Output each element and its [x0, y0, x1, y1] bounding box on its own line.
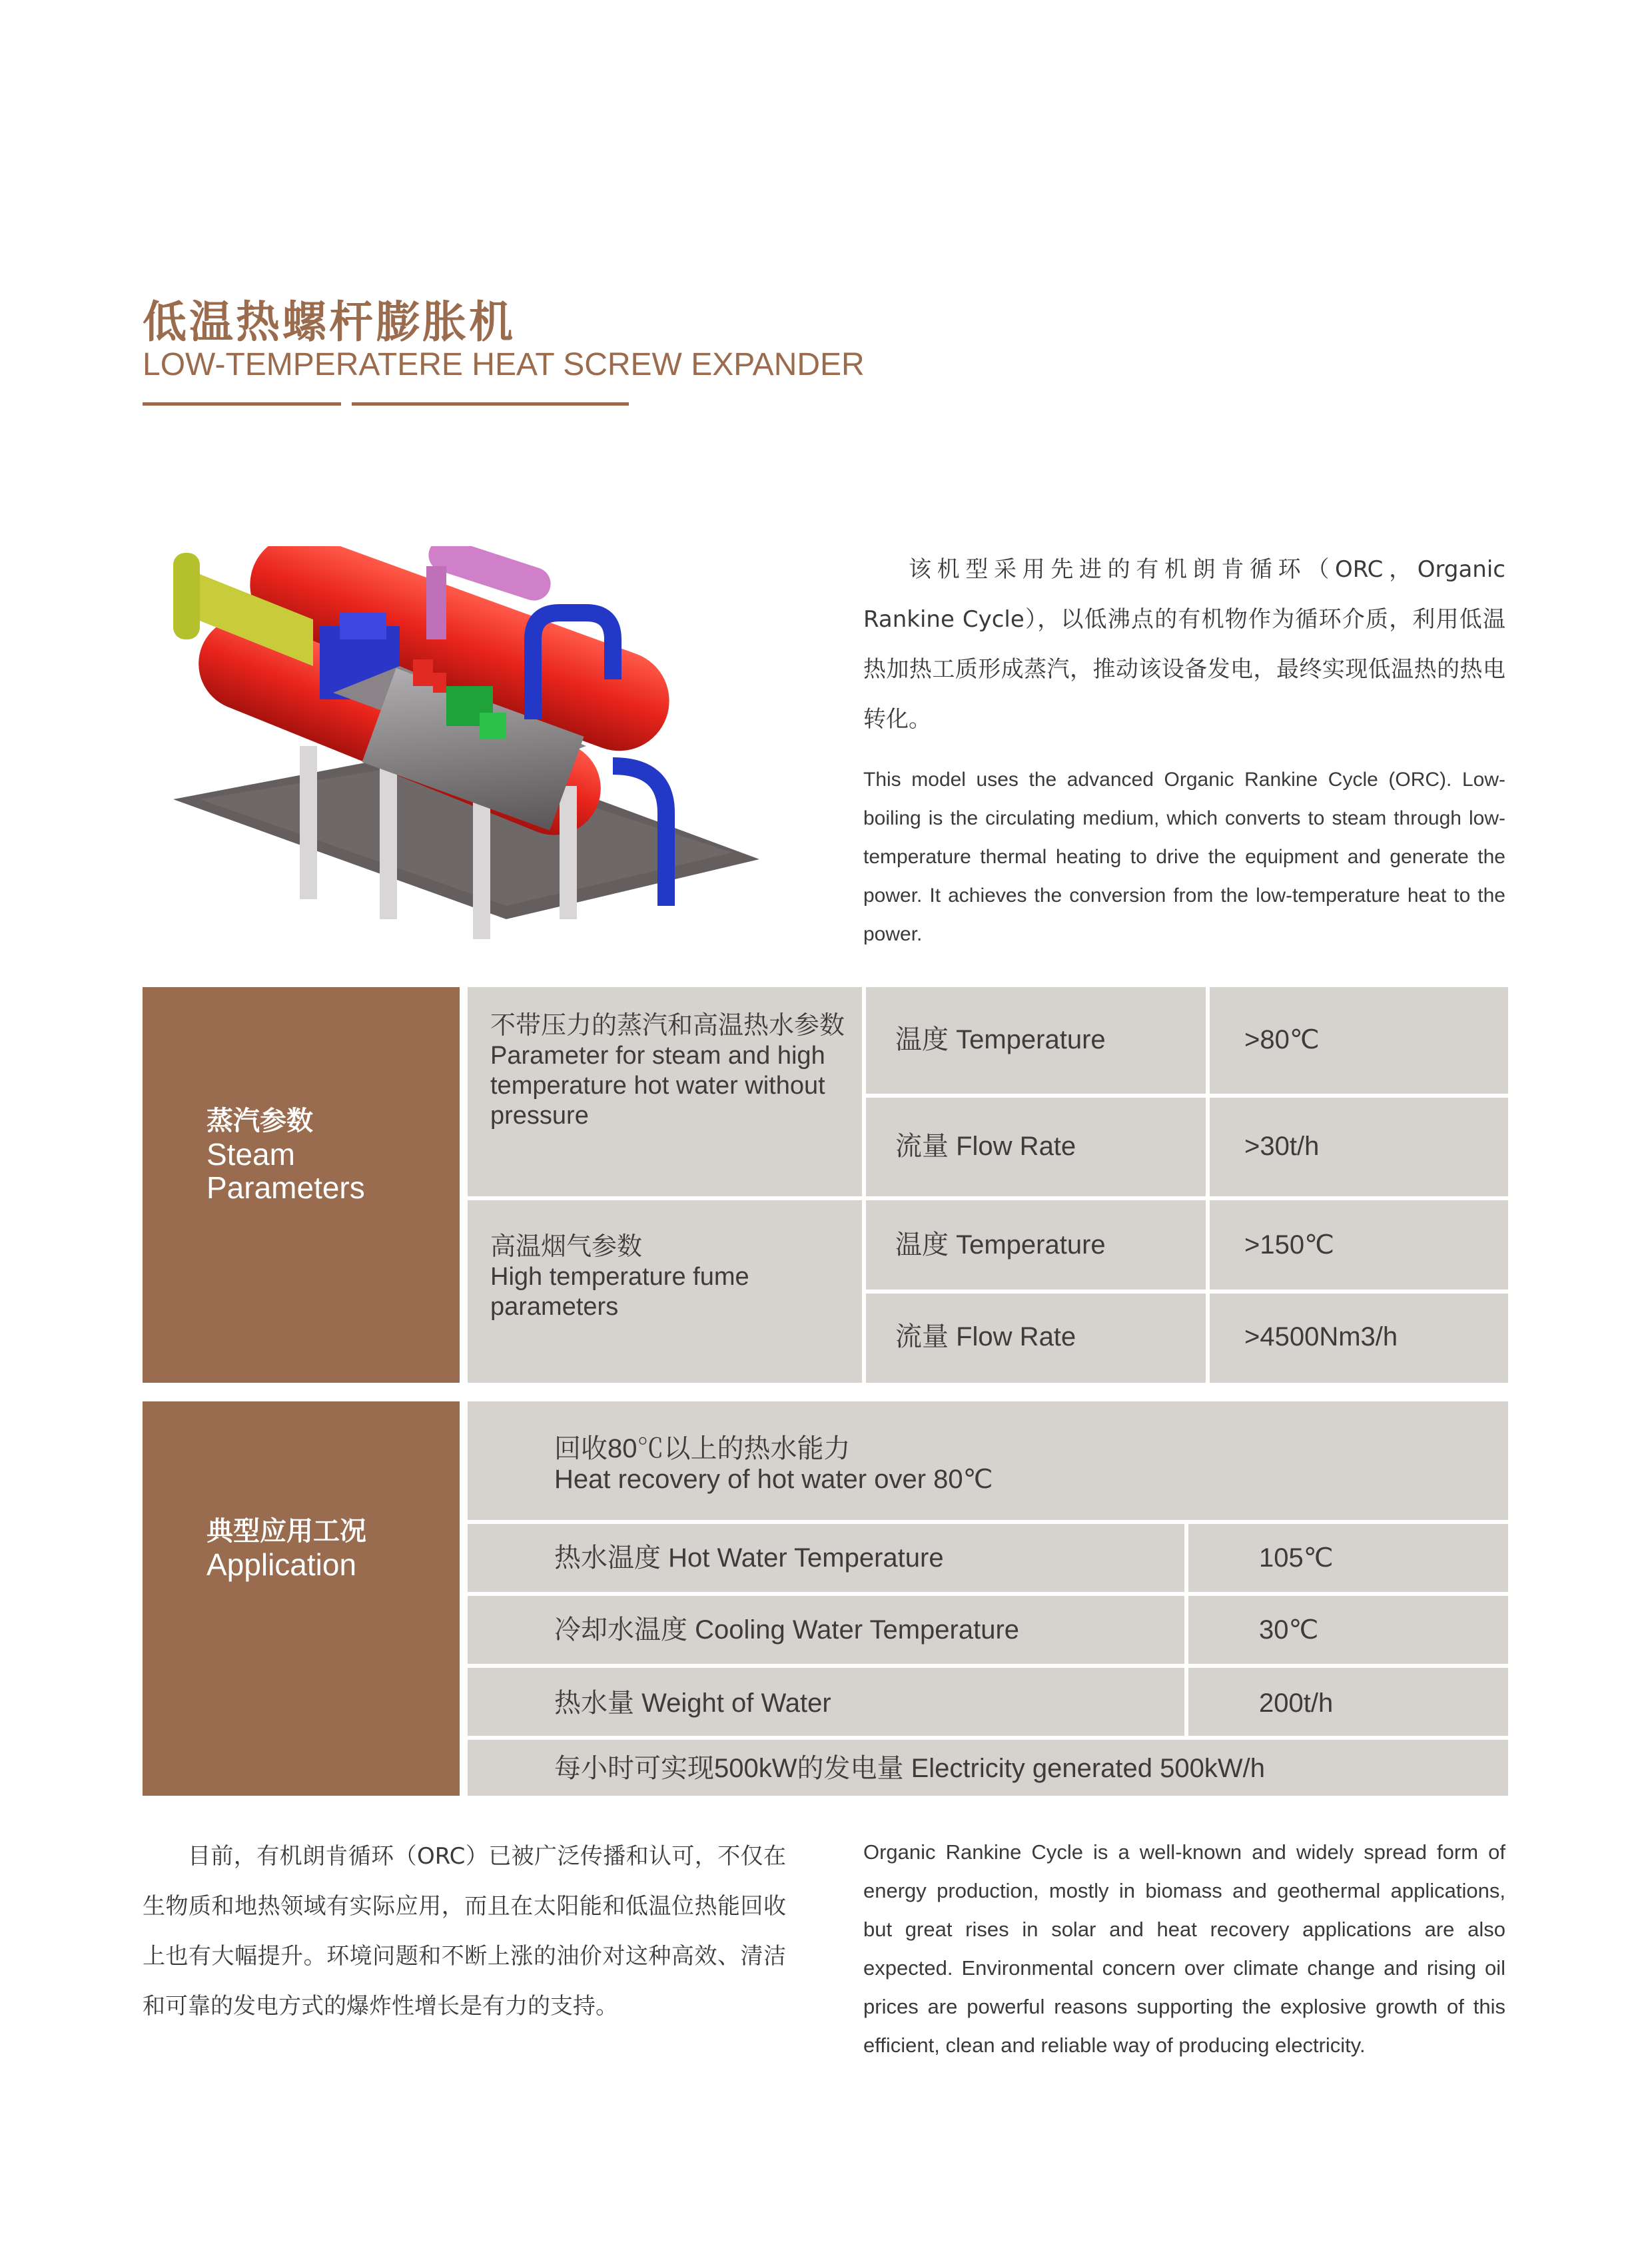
param-name: 冷却水温度 Cooling Water Temperature	[554, 1615, 1020, 1645]
steam-header-en: Steam Parameters	[206, 1137, 365, 1205]
param-name: 热水量 Weight of Water	[554, 1688, 831, 1718]
steam-header-cn: 蒸汽参数	[206, 1106, 313, 1136]
steam-group-2-label-en: High temperature fume parameters	[490, 1263, 749, 1321]
steam-group-1-label	[468, 987, 862, 1196]
steam-group-1-label-cn: 不带压力的蒸汽和高温热水参数	[490, 1012, 845, 1040]
table-cell	[1188, 1524, 1508, 1592]
table-cell	[468, 1668, 1184, 1736]
table-cell	[1210, 987, 1508, 1094]
param-value: 200t/h	[1259, 1688, 1334, 1718]
table-cell	[866, 987, 1206, 1094]
param-value: >150℃	[1244, 1230, 1335, 1260]
application-header	[143, 1401, 460, 1796]
table-cell	[1210, 1294, 1508, 1383]
screw-expander-illustration	[160, 546, 759, 959]
title-underline-right	[352, 402, 629, 406]
param-value: 30℃	[1259, 1615, 1319, 1645]
param-value: 105℃	[1259, 1543, 1334, 1573]
table-cell	[866, 1200, 1206, 1290]
param-name: 温度 Temperature	[895, 1025, 1106, 1054]
title-underline-left	[143, 402, 341, 406]
param-name: 温度 Temperature	[895, 1230, 1106, 1260]
table-cell	[1188, 1668, 1508, 1736]
application-capability-cn: 回收80℃以上的热水能力	[554, 1434, 851, 1463]
page-title-en: LOW-TEMPERATERE HEAT SCREW EXPANDER	[143, 347, 865, 382]
application-capability-row	[468, 1401, 1508, 1520]
intro-paragraph-en: This model uses the advanced Organic Rankine Cycle (ORC). Low-boiling is the circulating medium, which converts to steam through low-temperature thermal heating to drive the equipment and generate the power. It achieves the conversion from the low-temperature heat to the power.	[863, 769, 1505, 945]
param-value: >80℃	[1244, 1025, 1320, 1054]
page-title-cn: 低温热螺杆膨胀机	[143, 296, 516, 348]
steam-group-2-label-cn: 高温烟气参数	[490, 1233, 643, 1261]
electricity-generated-text: 每小时可实现500kW的发电量 Electricity generated 500kW/h	[554, 1754, 1265, 1783]
table-cell	[468, 1596, 1184, 1664]
application-capability-en: Heat recovery of hot water over 80℃	[554, 1465, 993, 1494]
closing-paragraph-en: Organic Rankine Cycle is a well-known and widely spread form of energy production, mostly in biomass and geothermal applications, but great rises in solar and heat recovery applications are also expected. Environmental concern over climate change and rising oil prices are powerful reasons supporting the explosive growth of this efficient, clean and reliable way of producing electricity.	[863, 1840, 1505, 2057]
table-cell	[1210, 1098, 1508, 1196]
table-cell	[866, 1098, 1206, 1196]
param-name: 流量 Flow Rate	[895, 1322, 1076, 1351]
param-name: 流量 Flow Rate	[895, 1132, 1076, 1161]
application-header-en: Application	[206, 1547, 357, 1582]
steam-group-2-label	[468, 1200, 862, 1383]
steam-group-1-label-en: Parameter for steam and high temperature hot water without pressure	[490, 1042, 825, 1130]
table-cell	[1210, 1200, 1508, 1290]
table-cell	[866, 1294, 1206, 1383]
application-electricity-row	[468, 1740, 1508, 1796]
table-cell	[468, 1524, 1184, 1592]
steam-parameters-header	[143, 987, 460, 1383]
param-value: >4500Nm3/h	[1244, 1322, 1398, 1351]
param-value: >30t/h	[1244, 1132, 1320, 1161]
closing-paragraph-cn: 目前，有机朗肯循环（ORC）已被广泛传播和认可，不仅在生物质和地热领域有实际应用，而且在太阳能和低温位热能回收上也有大幅提升。环境问题和不断上涨的油价对这种高效、清洁和可靠的发电方式的爆炸性增长是有力的支持。	[143, 1843, 786, 2020]
param-name: 热水温度 Hot Water Temperature	[554, 1543, 944, 1573]
table-cell	[1188, 1596, 1508, 1664]
application-header-cn: 典型应用工况	[206, 1516, 366, 1547]
intro-paragraph-cn: 该机型采用先进的有机朗肯循环（ORC，Organic Rankine Cycle），以低沸点的有机物作为循环介质，利用低温热加热工质形成蒸汽，推动该设备发电，最终实现低温热的热电转化。	[863, 556, 1505, 733]
